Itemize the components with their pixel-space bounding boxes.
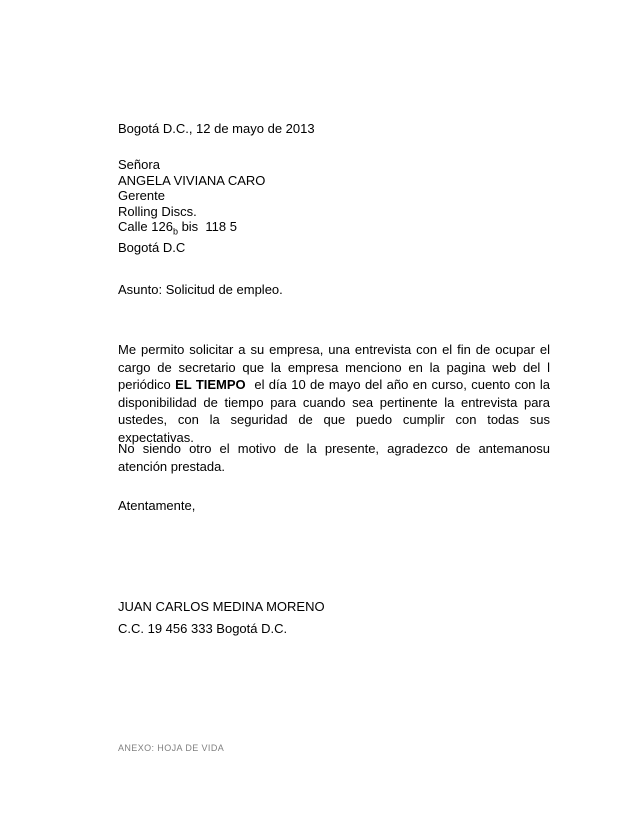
closing-line: Atentamente,: [118, 498, 196, 513]
recipient-name: ANGELA VIVIANA CARO: [118, 172, 266, 188]
address-number: bis 118 5: [177, 219, 237, 234]
signer-name: JUAN CARLOS MEDINA MORENO: [118, 599, 325, 614]
date-line: Bogotá D.C., 12 de mayo de 2013: [118, 121, 315, 136]
address-street: Calle 126: [118, 219, 173, 234]
newspaper-name: EL TIEMPO: [175, 377, 246, 392]
recipient-salutation: Señora: [118, 157, 160, 172]
recipient-company: Rolling Discs.: [118, 203, 197, 219]
recipient-title: Gerente: [118, 188, 165, 203]
footer-annex: ANEXO: HOJA DE VIDA: [118, 743, 225, 753]
body-paragraph-2: No siendo otro el motivo de la presente, agradezco de antemanosu atención prestada.: [118, 441, 550, 474]
address-subscript: b: [172, 226, 178, 237]
recipient-address: [118, 219, 265, 240]
body1-text-start: Me permito solicitar a su empresa, una entrevista con el fin de ocupar el cargo de secretario que la empresa menciono en la pagina web del l periódico: [118, 342, 550, 392]
recipient-city: Bogotá D.C: [118, 240, 186, 256]
recipient-block: [118, 157, 265, 256]
body-paragraph-1: [118, 341, 554, 446]
subject-line: Asunto: Solicitud de empleo.: [118, 282, 283, 297]
signer-id: C.C. 19 456 333 Bogotá D.C.: [118, 621, 288, 636]
body1-text-end: el día 10 de mayo del año en curso, cuento con la disponibilidad de tiempo para cuando sea pertinente la entrevista para ustedes, con la seguridad de que puedo cumplir con todas sus expectativas.: [118, 377, 554, 445]
